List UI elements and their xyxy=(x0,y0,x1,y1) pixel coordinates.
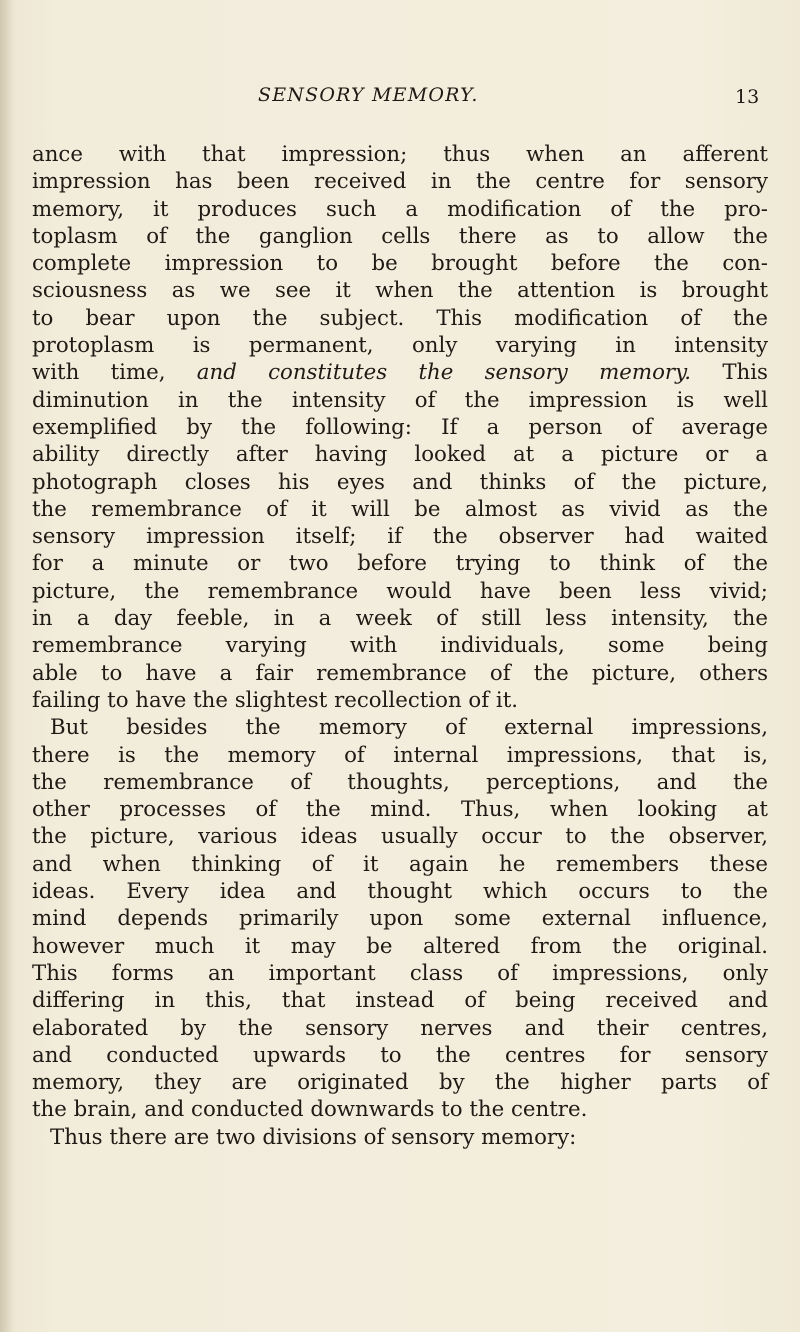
text-line: This forms an important class of impressions, only xyxy=(32,960,768,986)
text-line: mind depends primarily upon some external influence, xyxy=(32,906,768,932)
running-head xyxy=(0,84,800,118)
text-line: elaborated by the sensory nerves and their centres, xyxy=(32,1015,768,1041)
paragraph-start-line: But besides the memory of external impressions, xyxy=(50,715,768,741)
text-line: protoplasm is permanent, only varying in intensity xyxy=(32,333,768,359)
text-line: there is the memory of internal impressions, that is, xyxy=(32,742,768,768)
text-line: exemplified by the following: If a person of average xyxy=(32,414,768,440)
text-line: ance with that impression; thus when an afferent xyxy=(32,142,768,167)
text-line: sensory impression itself; if the observer had waited xyxy=(32,524,768,550)
text-line: memory, they are originated by the higher parts of xyxy=(32,1070,768,1096)
text-line: remembrance varying with individuals, some being xyxy=(32,633,768,659)
text-line: to bear upon the subject. This modification of the xyxy=(32,305,768,331)
page-number: 13 xyxy=(735,86,760,108)
text-segment: with time, xyxy=(32,360,166,386)
text-segment: This xyxy=(722,360,768,386)
text-line: toplasm of the ganglion cells there as to allow the xyxy=(32,223,768,249)
text-line: the remembrance of it will be almost as vivid as the xyxy=(32,496,768,522)
text-line: other processes of the mind. Thus, when looking at xyxy=(32,797,768,823)
text-line: complete impression to be brought before the con- xyxy=(32,251,768,277)
text-line: the remembrance of thoughts, perceptions, and the xyxy=(32,769,768,795)
text-line: diminution in the intensity of the impression is well xyxy=(32,387,768,413)
page-gutter-shadow xyxy=(0,0,14,1332)
text-line: the picture, various ideas usually occur to the observer, xyxy=(32,824,768,850)
text-line: picture, the remembrance would have been less vivid; xyxy=(32,578,768,604)
text-line: photograph closes his eyes and thinks of the picture, xyxy=(32,469,768,495)
text-line: sciousness as we see it when the attention is brought xyxy=(32,278,768,304)
text-line: and when thinking of it again he remembers these xyxy=(32,851,768,877)
text-line: failing to have the slightest recollection of it. xyxy=(32,687,519,713)
text-line: differing in this, that instead of being received and xyxy=(32,988,768,1014)
text-line: impression has been received in the centre for sensory xyxy=(32,169,768,195)
text-line: however much it may be altered from the original. xyxy=(32,933,768,959)
italic-segment: and constitutes the sensory memory. xyxy=(196,360,692,386)
text-line: and conducted upwards to the centres for sensory xyxy=(32,1042,768,1068)
text-line: in a day feeble, in a week of still less intensity, the xyxy=(32,606,768,632)
text-line: ability directly after having looked at a picture or a xyxy=(32,442,768,468)
text-line: able to have a fair remembrance of the picture, others xyxy=(32,660,768,686)
body-text xyxy=(32,141,768,1151)
text-line: ideas. Every idea and thought which occurs to the xyxy=(32,879,768,905)
text-line: the brain, and conducted downwards to the centre. xyxy=(32,1097,588,1123)
text-line-mixed xyxy=(32,359,768,386)
paragraph-start-line: Thus there are two divisions of sensory memory: xyxy=(50,1124,577,1150)
text-line: for a minute or two before trying to think of the xyxy=(32,551,768,577)
running-title: SENSORY MEMORY. xyxy=(258,84,479,106)
text-line: memory, it produces such a modification of the pro- xyxy=(32,196,768,222)
